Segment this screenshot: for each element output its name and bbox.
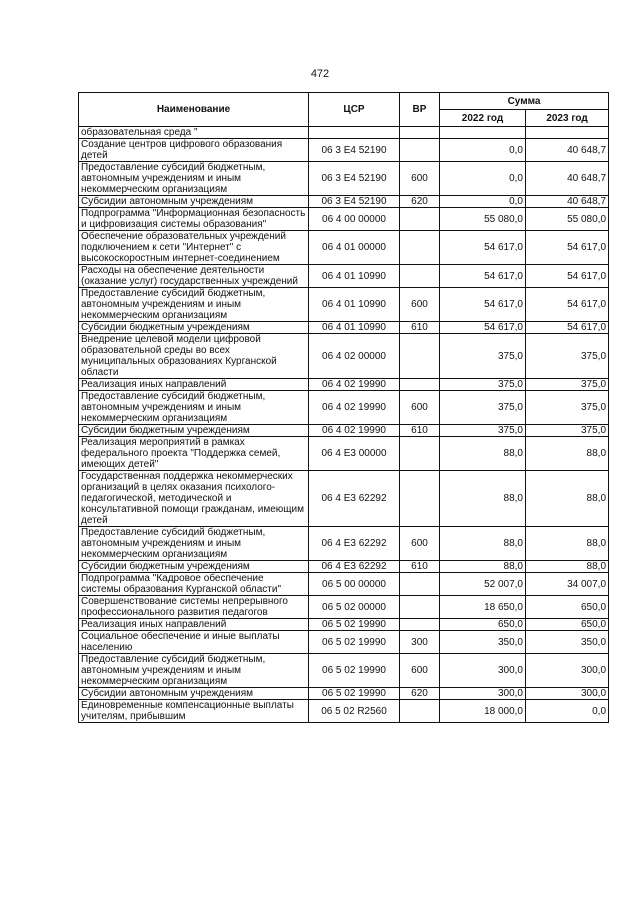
cell-csr: 06 5 02 19990 — [309, 654, 400, 688]
cell-y2023: 55 080,0 — [526, 208, 609, 231]
cell-vr: 300 — [400, 631, 440, 654]
table-row — [79, 322, 609, 334]
table-row — [79, 379, 609, 391]
cell-name: Субсидии бюджетным учреждениям — [79, 425, 309, 437]
cell-name: Предоставление субсидий бюджетным, автономным учреждениям и иным некоммерческим организациям — [79, 527, 309, 561]
cell-name: Подпрограмма "Информационная безопасность и цифровизация системы образования" — [79, 208, 309, 231]
cell-csr: 06 3 E4 52190 — [309, 139, 400, 162]
table-row — [79, 471, 609, 527]
cell-csr: 06 5 02 19990 — [309, 619, 400, 631]
table-row — [79, 688, 609, 700]
cell-vr — [400, 265, 440, 288]
cell-vr — [400, 127, 440, 139]
header-name: Наименование — [79, 93, 309, 127]
cell-name: Социальное обеспечение и иные выплаты населению — [79, 631, 309, 654]
table-row — [79, 139, 609, 162]
cell-name: Единовременные компенсационные выплаты учителям, прибывшим — [79, 700, 309, 723]
cell-name: Предоставление субсидий бюджетным, автономным учреждениям и иным некоммерческим организациям — [79, 391, 309, 425]
header-2022: 2022 год — [440, 110, 526, 127]
cell-y2023: 375,0 — [526, 391, 609, 425]
cell-vr — [400, 700, 440, 723]
cell-y2022: 54 617,0 — [440, 288, 526, 322]
cell-y2022: 55 080,0 — [440, 208, 526, 231]
cell-name: Совершенствование системы непрерывного профессионального развития педагогов — [79, 596, 309, 619]
table-row — [79, 596, 609, 619]
cell-vr — [400, 596, 440, 619]
cell-csr: 06 4 E3 62292 — [309, 561, 400, 573]
cell-y2023: 88,0 — [526, 437, 609, 471]
table-row — [79, 288, 609, 322]
cell-name: Внедрение целевой модели цифровой образовательной среды во всех муниципальных образованиях Курганской области — [79, 334, 309, 379]
cell-csr: 06 5 02 19990 — [309, 688, 400, 700]
cell-csr: 06 4 02 00000 — [309, 334, 400, 379]
cell-vr — [400, 471, 440, 527]
cell-csr: 06 4 02 19990 — [309, 391, 400, 425]
cell-y2023 — [526, 127, 609, 139]
cell-name: Реализация иных направлений — [79, 619, 309, 631]
cell-vr: 600 — [400, 391, 440, 425]
cell-y2022: 18 650,0 — [440, 596, 526, 619]
cell-csr: 06 3 E4 52190 — [309, 162, 400, 196]
table-row — [79, 208, 609, 231]
cell-y2022: 54 617,0 — [440, 322, 526, 334]
table-row — [79, 654, 609, 688]
cell-y2022: 18 000,0 — [440, 700, 526, 723]
cell-csr: 06 4 E3 62292 — [309, 471, 400, 527]
table-row — [79, 631, 609, 654]
table-body — [79, 127, 609, 723]
cell-y2023: 34 007,0 — [526, 573, 609, 596]
cell-y2022: 0,0 — [440, 196, 526, 208]
cell-name: Предоставление субсидий бюджетным, автономным учреждениям и иным некоммерческим организациям — [79, 654, 309, 688]
cell-name: образовательная среда " — [79, 127, 309, 139]
cell-vr: 610 — [400, 425, 440, 437]
page-number: 472 — [310, 68, 330, 80]
cell-vr — [400, 334, 440, 379]
cell-y2022: 300,0 — [440, 654, 526, 688]
cell-vr — [400, 379, 440, 391]
cell-y2022: 88,0 — [440, 527, 526, 561]
cell-y2023: 650,0 — [526, 619, 609, 631]
cell-vr — [400, 437, 440, 471]
cell-y2022: 88,0 — [440, 437, 526, 471]
header-sum: Сумма — [440, 93, 609, 110]
cell-name: Реализация иных направлений — [79, 379, 309, 391]
table-row — [79, 700, 609, 723]
cell-name: Обеспечение образовательных учреждений подключением к сети "Интернет" с высокоскоростным интернет-соединением — [79, 231, 309, 265]
table-row — [79, 437, 609, 471]
cell-y2023: 40 648,7 — [526, 162, 609, 196]
cell-y2023: 88,0 — [526, 561, 609, 573]
cell-y2023: 375,0 — [526, 379, 609, 391]
cell-name: Субсидии бюджетным учреждениям — [79, 322, 309, 334]
table-row — [79, 391, 609, 425]
header-2023: 2023 год — [526, 110, 609, 127]
cell-vr — [400, 231, 440, 265]
table-row — [79, 334, 609, 379]
cell-name: Субсидии автономным учреждениям — [79, 196, 309, 208]
cell-y2022: 350,0 — [440, 631, 526, 654]
cell-vr: 610 — [400, 561, 440, 573]
cell-y2023: 300,0 — [526, 654, 609, 688]
cell-y2022: 54 617,0 — [440, 231, 526, 265]
table-row — [79, 573, 609, 596]
cell-y2022: 0,0 — [440, 139, 526, 162]
cell-name: Реализация мероприятий в рамках федерального проекта "Поддержка семей, имеющих детей" — [79, 437, 309, 471]
cell-csr: 06 5 00 00000 — [309, 573, 400, 596]
cell-csr: 06 5 02 19990 — [309, 631, 400, 654]
cell-vr: 620 — [400, 688, 440, 700]
cell-vr: 600 — [400, 654, 440, 688]
budget-table — [78, 92, 609, 723]
cell-name: Подпрограмма "Кадровое обеспечение системы образования Курганской области" — [79, 573, 309, 596]
cell-y2023: 40 648,7 — [526, 196, 609, 208]
cell-csr: 06 4 01 10990 — [309, 265, 400, 288]
cell-y2023: 0,0 — [526, 700, 609, 723]
cell-vr: 610 — [400, 322, 440, 334]
table-row — [79, 265, 609, 288]
cell-csr: 06 4 01 00000 — [309, 231, 400, 265]
cell-csr: 06 3 E4 52190 — [309, 196, 400, 208]
table-row — [79, 527, 609, 561]
cell-name: Предоставление субсидий бюджетным, автономным учреждениям и иным некоммерческим организациям — [79, 288, 309, 322]
cell-vr: 600 — [400, 527, 440, 561]
cell-y2023: 300,0 — [526, 688, 609, 700]
cell-y2023: 54 617,0 — [526, 231, 609, 265]
table-row — [79, 425, 609, 437]
table-row — [79, 127, 609, 139]
cell-csr: 06 4 00 00000 — [309, 208, 400, 231]
cell-vr — [400, 619, 440, 631]
cell-y2022: 375,0 — [440, 334, 526, 379]
cell-vr: 600 — [400, 288, 440, 322]
cell-y2023: 54 617,0 — [526, 288, 609, 322]
cell-csr — [309, 127, 400, 139]
cell-csr: 06 4 E3 00000 — [309, 437, 400, 471]
cell-name: Государственная поддержка некоммерческих организаций в целях оказания психолого-педагогической, методической и консультативной помощи гражданам, имеющим детей — [79, 471, 309, 527]
cell-y2022: 52 007,0 — [440, 573, 526, 596]
cell-vr: 620 — [400, 196, 440, 208]
table-row — [79, 561, 609, 573]
header-vr: ВР — [400, 93, 440, 127]
cell-y2023: 40 648,7 — [526, 139, 609, 162]
cell-y2022: 375,0 — [440, 425, 526, 437]
cell-y2022: 375,0 — [440, 379, 526, 391]
table-row — [79, 231, 609, 265]
cell-y2023: 375,0 — [526, 334, 609, 379]
cell-vr — [400, 573, 440, 596]
cell-y2022 — [440, 127, 526, 139]
cell-y2022: 54 617,0 — [440, 265, 526, 288]
header-csr: ЦСР — [309, 93, 400, 127]
cell-csr: 06 4 01 10990 — [309, 288, 400, 322]
cell-vr: 600 — [400, 162, 440, 196]
cell-csr: 06 5 02 R2560 — [309, 700, 400, 723]
cell-name: Расходы на обеспечение деятельности (оказание услуг) государственных учреждений — [79, 265, 309, 288]
cell-y2022: 0,0 — [440, 162, 526, 196]
cell-y2023: 375,0 — [526, 425, 609, 437]
cell-name: Субсидии бюджетным учреждениям — [79, 561, 309, 573]
cell-csr: 06 4 02 19990 — [309, 379, 400, 391]
cell-y2023: 88,0 — [526, 471, 609, 527]
cell-y2023: 88,0 — [526, 527, 609, 561]
table-row — [79, 162, 609, 196]
cell-y2022: 375,0 — [440, 391, 526, 425]
cell-name: Предоставление субсидий бюджетным, автономным учреждениям и иным некоммерческим организациям — [79, 162, 309, 196]
cell-csr: 06 4 02 19990 — [309, 425, 400, 437]
cell-name: Субсидии автономным учреждениям — [79, 688, 309, 700]
cell-csr: 06 4 01 10990 — [309, 322, 400, 334]
cell-y2022: 300,0 — [440, 688, 526, 700]
cell-y2022: 88,0 — [440, 471, 526, 527]
table-row — [79, 619, 609, 631]
cell-y2023: 54 617,0 — [526, 265, 609, 288]
cell-y2023: 350,0 — [526, 631, 609, 654]
cell-y2023: 650,0 — [526, 596, 609, 619]
cell-y2023: 54 617,0 — [526, 322, 609, 334]
cell-name: Создание центров цифрового образования детей — [79, 139, 309, 162]
cell-vr — [400, 139, 440, 162]
cell-y2022: 88,0 — [440, 561, 526, 573]
table-row — [79, 196, 609, 208]
cell-csr: 06 5 02 00000 — [309, 596, 400, 619]
cell-y2022: 650,0 — [440, 619, 526, 631]
cell-vr — [400, 208, 440, 231]
cell-csr: 06 4 E3 62292 — [309, 527, 400, 561]
